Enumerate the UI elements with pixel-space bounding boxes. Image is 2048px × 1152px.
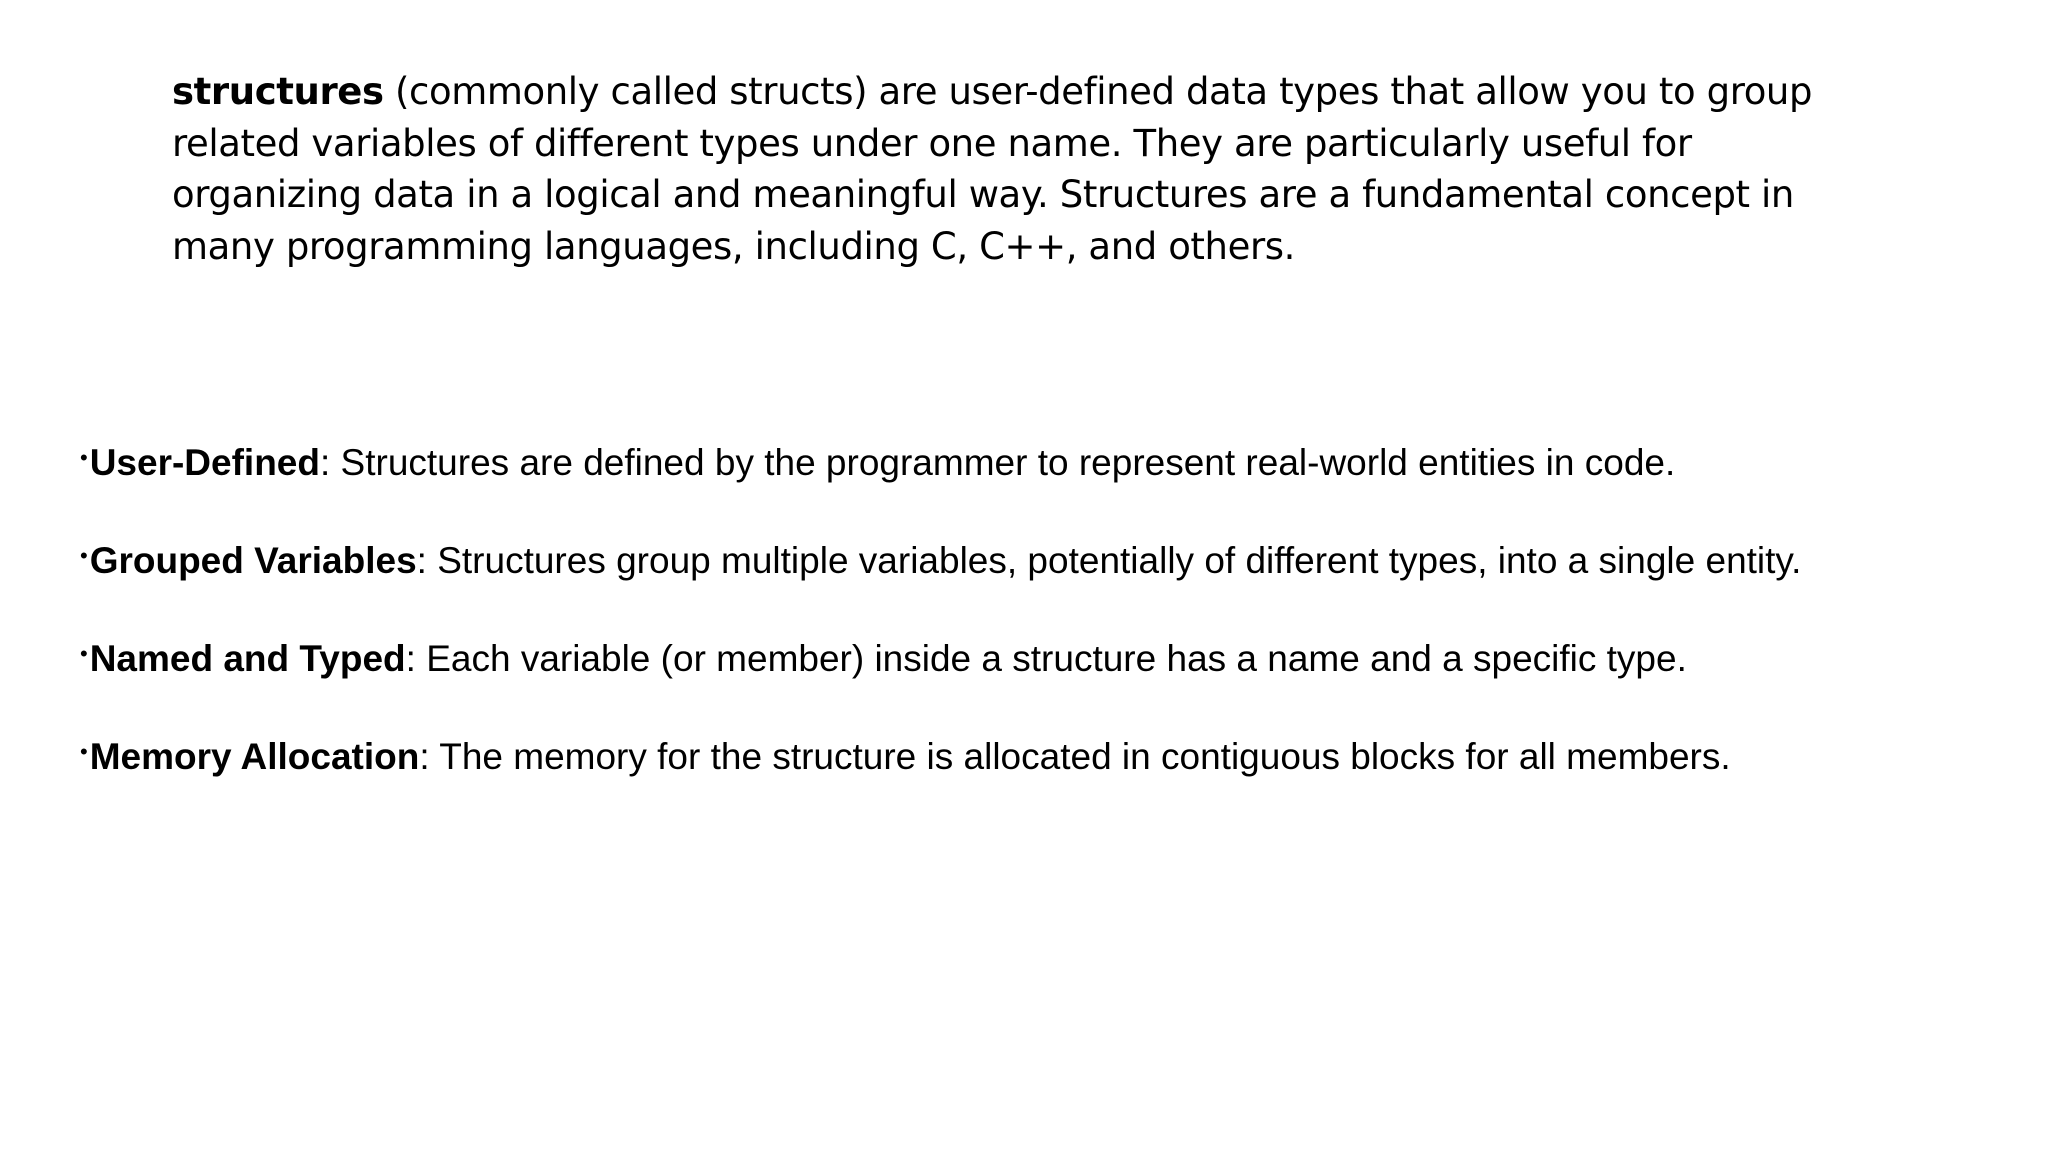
intro-text: (commonly called structs) are user-defined data types that allow you to group related variables of different types under one name. They are particularly useful for organizing data in a logical and meaningful way. Structures are a fundamental concept in many programming languages, including C, C++, and others. xyxy=(172,70,1813,268)
bullet-term: Grouped Variables xyxy=(89,540,417,581)
bullet-icon: • xyxy=(80,543,88,568)
bullet-text: : The memory for the structure is allocated in contiguous blocks for all members. xyxy=(419,736,1731,777)
list-item xyxy=(80,632,1980,681)
list-item xyxy=(80,730,1980,779)
bullet-text: : Each variable (or member) inside a structure has a name and a specific type. xyxy=(405,638,1687,679)
bullet-icon: • xyxy=(80,641,88,666)
bullet-term: User-Defined xyxy=(89,442,320,483)
bullet-term: Memory Allocation xyxy=(89,736,420,777)
feature-bullet-list xyxy=(80,436,1980,828)
bullet-icon: • xyxy=(80,739,88,764)
intro-term: structures xyxy=(172,70,384,113)
list-item xyxy=(80,436,1980,485)
bullet-icon: • xyxy=(80,445,88,470)
bullet-text: : Structures are defined by the programmer to represent real-world entities in code. xyxy=(319,442,1676,483)
intro-paragraph xyxy=(172,66,1892,272)
list-item xyxy=(80,534,1980,583)
bullet-term: Named and Typed xyxy=(89,638,406,679)
bullet-text: : Structures group multiple variables, potentially of different types, into a single entity. xyxy=(416,540,1802,581)
